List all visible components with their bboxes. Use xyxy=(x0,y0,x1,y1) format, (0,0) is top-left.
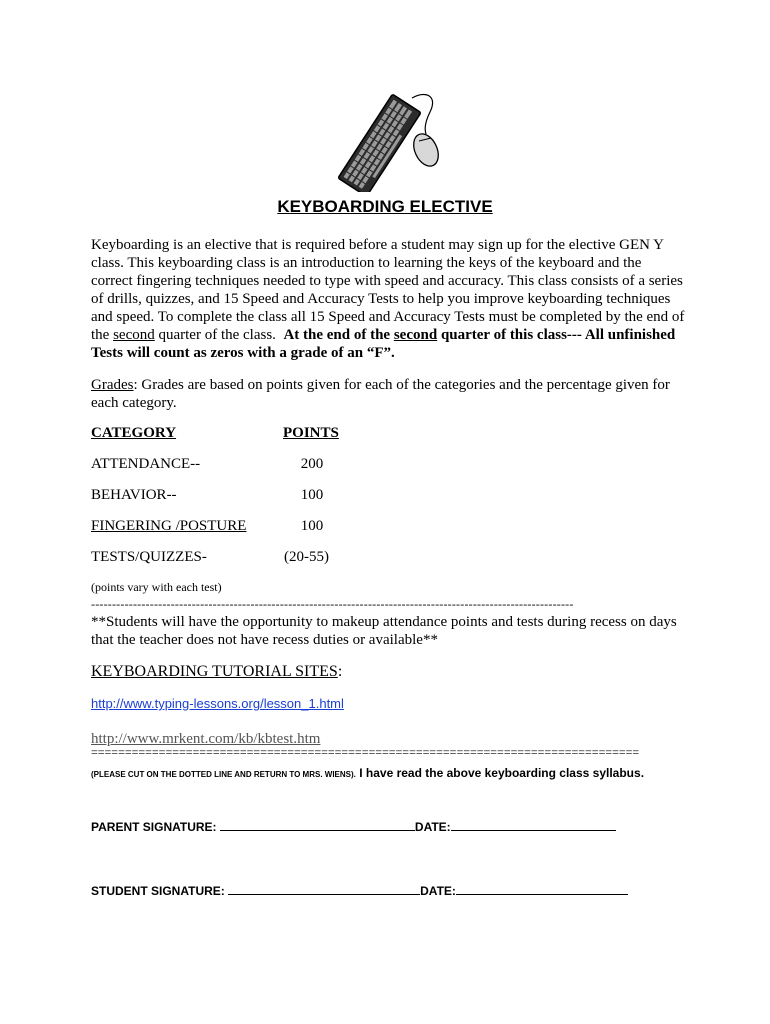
intro-paragraph xyxy=(91,236,685,362)
syllabus-statement: I have read the above keyboarding class syllabus. xyxy=(359,766,645,780)
intro-bold-second: second xyxy=(393,327,438,343)
intro-text-after: quarter of the class. xyxy=(158,327,276,343)
student-signature-row xyxy=(91,882,628,898)
category-attendance: ATTENDANCE-- xyxy=(91,456,201,472)
students-note: **Students will have the opportunity to makeup attendance points and tests during recess on days that the teacher does not have recess duties or available** xyxy=(91,614,677,648)
grades-text: : Grades are based on points given for each of the categories and the percentage given for each category. xyxy=(91,377,670,411)
points-note: (points vary with each test) xyxy=(91,580,222,594)
category-behavior: BEHAVIOR-- xyxy=(91,487,177,503)
grades-paragraph xyxy=(91,376,685,412)
keyboard-mouse-icon xyxy=(330,86,448,192)
page-title: KEYBOARDING ELECTIVE xyxy=(277,197,493,216)
student-date-line[interactable] xyxy=(456,882,628,895)
intro-bold-after: quarter of this class--- All unfinished Tests will count as zeros with a grade of an “F”. xyxy=(91,327,676,361)
dashed-divider: ------------------------------------------------------------------------------------------------------------------- xyxy=(91,597,574,611)
points-fingering: 100 xyxy=(300,518,324,534)
category-fingering: FINGERING /POSTURE xyxy=(91,518,247,534)
parent-date-line[interactable] xyxy=(451,818,616,831)
tutorial-link-mrkent[interactable]: http://www.mrkent.com/kb/kbtest.htm xyxy=(91,731,321,747)
grades-label: Grades xyxy=(91,377,134,393)
intro-bold-before: At the end of the xyxy=(283,327,391,343)
tutorial-heading-text: KEYBOARDING TUTORIAL SITES xyxy=(91,663,338,680)
points-tests: (20-55) xyxy=(284,549,329,565)
points-behavior: 100 xyxy=(300,487,324,503)
tutorial-link-typing-lessons[interactable]: http://www.typing-lessons.org/lesson_1.html xyxy=(91,696,344,711)
parent-signature-label: PARENT SIGNATURE: xyxy=(91,820,217,834)
cut-instruction: (PLEASE CUT ON THE DOTTED LINE AND RETURN TO MRS. WIENS). xyxy=(91,770,356,779)
student-date-label: DATE: xyxy=(420,884,456,898)
tutorial-heading-colon: : xyxy=(337,663,343,680)
cut-line xyxy=(91,766,644,780)
parent-signature-row xyxy=(91,818,616,834)
points-header: POINTS xyxy=(283,425,339,441)
tutorial-heading xyxy=(91,663,342,681)
cut-divider: ================================================================================= xyxy=(91,745,640,759)
category-header: CATEGORY xyxy=(91,425,177,441)
parent-signature-line[interactable] xyxy=(220,818,415,831)
student-signature-label: STUDENT SIGNATURE: xyxy=(91,884,225,898)
category-tests: TESTS/QUIZZES- xyxy=(91,549,207,565)
intro-second: second xyxy=(113,327,155,343)
parent-date-label: DATE: xyxy=(414,820,451,834)
student-signature-line[interactable] xyxy=(228,882,420,895)
intro-text: Keyboarding is an elective that is required before a student may sign up for the elective GEN Y class. This keyboarding class is an introduction to learning the keys of the keyboard and the correct fingering techniques needed to type with speed and accuracy. This class consists of a series of drills, quizzes, and 15 Speed and Accuracy Tests to help you improve keyboarding techniques and speed. To complete the class all 15 Speed and Accuracy Tests must be completed by the end of the xyxy=(91,237,685,343)
points-attendance: 200 xyxy=(300,456,324,472)
